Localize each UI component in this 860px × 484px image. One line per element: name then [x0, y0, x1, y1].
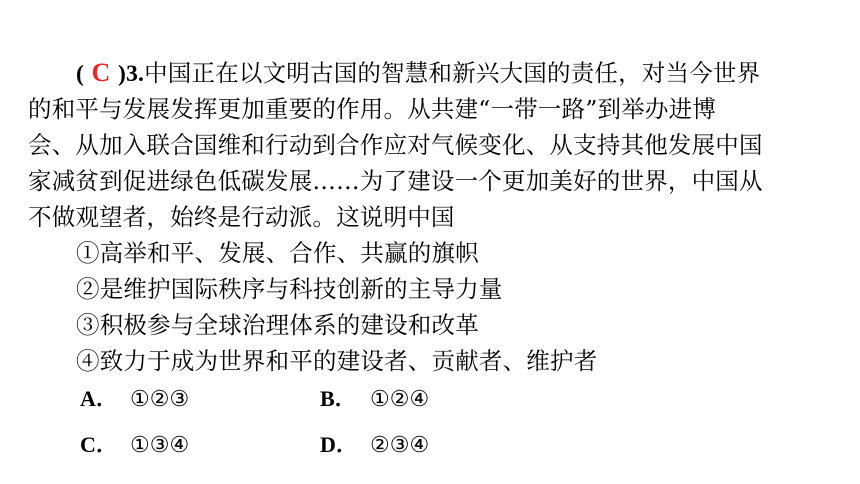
- option-a-text: ①②③: [130, 387, 190, 412]
- option-d-text: ②③④: [370, 433, 430, 458]
- option-c-letter: C．: [80, 432, 118, 457]
- statement-4: ④致力于成为世界和平的建设者、贡献者、维护者: [76, 347, 598, 375]
- option-a-letter: A．: [80, 386, 118, 411]
- question-stem-line-3: 会、从加入联合国维和行动到合作应对气候变化、从支持其他发展中国: [28, 131, 763, 159]
- question-stem-line-1: 中国正在以文明古国的智慧和新兴大国的责任，对当今世界: [144, 59, 761, 87]
- option-d[interactable]: [320, 427, 429, 464]
- option-a[interactable]: [80, 381, 189, 418]
- option-c[interactable]: [80, 427, 189, 464]
- statement-1: ①高举和平、发展、合作、共赢的旗帜: [76, 239, 479, 267]
- question-number: 3.: [126, 61, 145, 87]
- option-b-text: ①②④: [370, 387, 430, 412]
- close-bracket: ): [118, 61, 127, 87]
- open-bracket: (: [76, 61, 85, 87]
- question-stem-line-4: 家减贫到促进绿色低碳发展……为了建设一个更加美好的世界，中国从: [28, 167, 763, 195]
- statement-3: ③积极参与全球治理体系的建设和改革: [76, 311, 479, 339]
- option-b[interactable]: [320, 381, 429, 418]
- option-d-letter: D．: [320, 432, 358, 457]
- question-first-line: [76, 55, 760, 92]
- question-stem-line-5: 不做观望者，始终是行动派。这说明中国: [28, 203, 455, 231]
- statement-2: ②是维护国际秩序与科技创新的主导力量: [76, 275, 503, 303]
- option-b-letter: B．: [320, 386, 357, 411]
- question-stem-line-2: 的和平与发展发挥更加重要的作用。从共建“一带一路”到举办进博: [28, 95, 717, 123]
- option-c-text: ①③④: [130, 433, 190, 458]
- answer-mark: C: [91, 58, 111, 87]
